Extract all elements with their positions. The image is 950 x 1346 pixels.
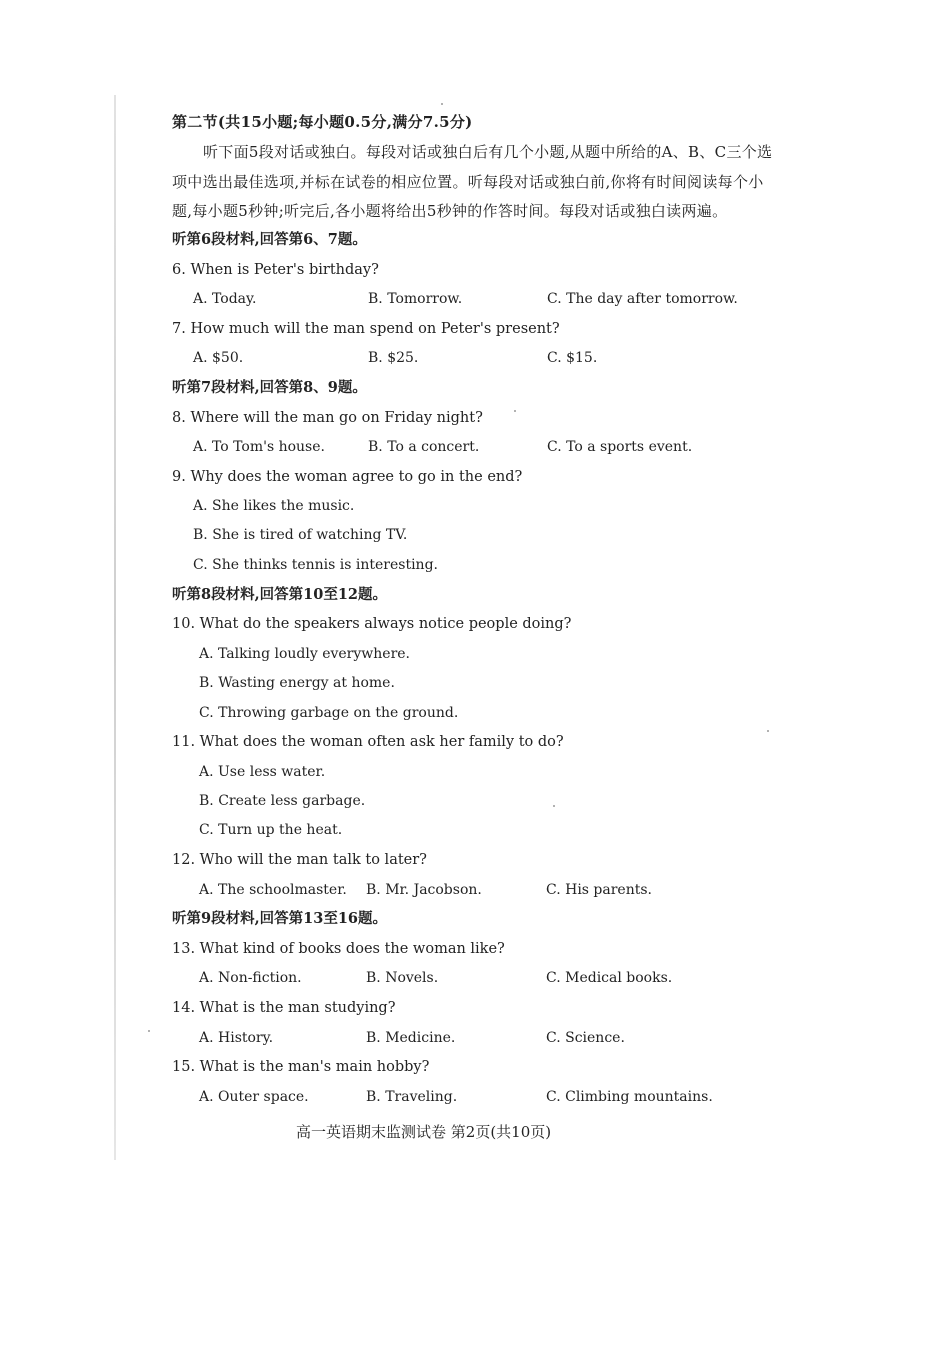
question-stem: 9. Why does the woman agree to go in the end? [172, 469, 523, 485]
question-stem: 13. What kind of books does the woman like? [172, 941, 505, 957]
question-stem: 10. What do the speakers always notice people doing? [172, 616, 572, 632]
instruction-line: 题,每小题5秒钟;听完后,各小题将给出5秒钟的作答时间。每段对话或独白读两遍。 [172, 202, 728, 220]
answer-option: B. Novels. [366, 970, 439, 986]
answer-option: B. Tomorrow. [368, 291, 463, 307]
answer-option: C. Science. [546, 1030, 625, 1046]
answer-option: B. To a concert. [368, 439, 480, 455]
group-heading: 听第6段材料,回答第6、7题。 [172, 231, 367, 248]
answer-option: C. $15. [547, 350, 598, 366]
question-stem: 12. Who will the man talk to later? [172, 852, 427, 868]
question-stem: 6. When is Peter's birthday? [172, 262, 379, 278]
answer-option: B. Wasting energy at home. [199, 675, 395, 691]
group-heading: 听第9段材料,回答第13至16题。 [172, 910, 387, 927]
instruction-line: 听下面5段对话或独白。每段对话或独白后有几个小题,从题中所给的A、B、C三个选 [203, 143, 773, 161]
answer-option: B. Traveling. [366, 1089, 458, 1105]
answer-option: C. She thinks tennis is interesting. [193, 557, 438, 573]
answer-option: A. Outer space. [199, 1089, 309, 1105]
question-stem: 7. How much will the man spend on Peter's present? [172, 321, 560, 337]
answer-option: C. To a sports event. [547, 439, 693, 455]
question-stem: 14. What is the man studying? [172, 1000, 396, 1016]
answer-option: A. Non-fiction. [199, 970, 302, 986]
answer-option: C. Throwing garbage on the ground. [199, 705, 459, 721]
answer-option: A. $50. [193, 350, 244, 366]
answer-option: B. Medicine. [366, 1030, 456, 1046]
answer-option: A. Use less water. [199, 764, 326, 780]
answer-option: A. History. [199, 1030, 274, 1046]
answer-option: B. $25. [368, 350, 419, 366]
section-heading: 第二节(共15小题;每小题0.5分,满分7.5分) [172, 113, 473, 131]
answer-option: C. Turn up the heat. [199, 822, 343, 838]
group-heading: 听第8段材料,回答第10至12题。 [172, 586, 387, 603]
answer-option: A. The schoolmaster. [199, 882, 347, 898]
question-stem: 11. What does the woman often ask her family to do? [172, 734, 564, 750]
answer-option: C. Medical books. [546, 970, 673, 986]
answer-option: C. The day after tomorrow. [547, 291, 738, 307]
instruction-line: 项中选出最佳选项,并标在试卷的相应位置。听每段对话或独白前,你将有时间阅读每个小 [172, 173, 764, 191]
answer-option: A. Talking loudly everywhere. [199, 646, 410, 662]
answer-option: C. His parents. [546, 882, 652, 898]
answer-option: B. Mr. Jacobson. [366, 882, 482, 898]
answer-option: B. She is tired of watching TV. [193, 527, 408, 543]
group-heading: 听第7段材料,回答第8、9题。 [172, 379, 367, 396]
answer-option: A. She likes the music. [193, 498, 355, 514]
answer-option: B. Create less garbage. [199, 793, 366, 809]
answer-option: C. Climbing mountains. [546, 1089, 713, 1105]
question-stem: 8. Where will the man go on Friday night? [172, 410, 483, 426]
answer-option: A. Today. [193, 291, 257, 307]
answer-option: A. To Tom's house. [193, 439, 325, 455]
page-footer: 高一英语期末监测试卷 第2页(共10页) [296, 1123, 552, 1141]
question-stem: 15. What is the man's main hobby? [172, 1059, 430, 1075]
